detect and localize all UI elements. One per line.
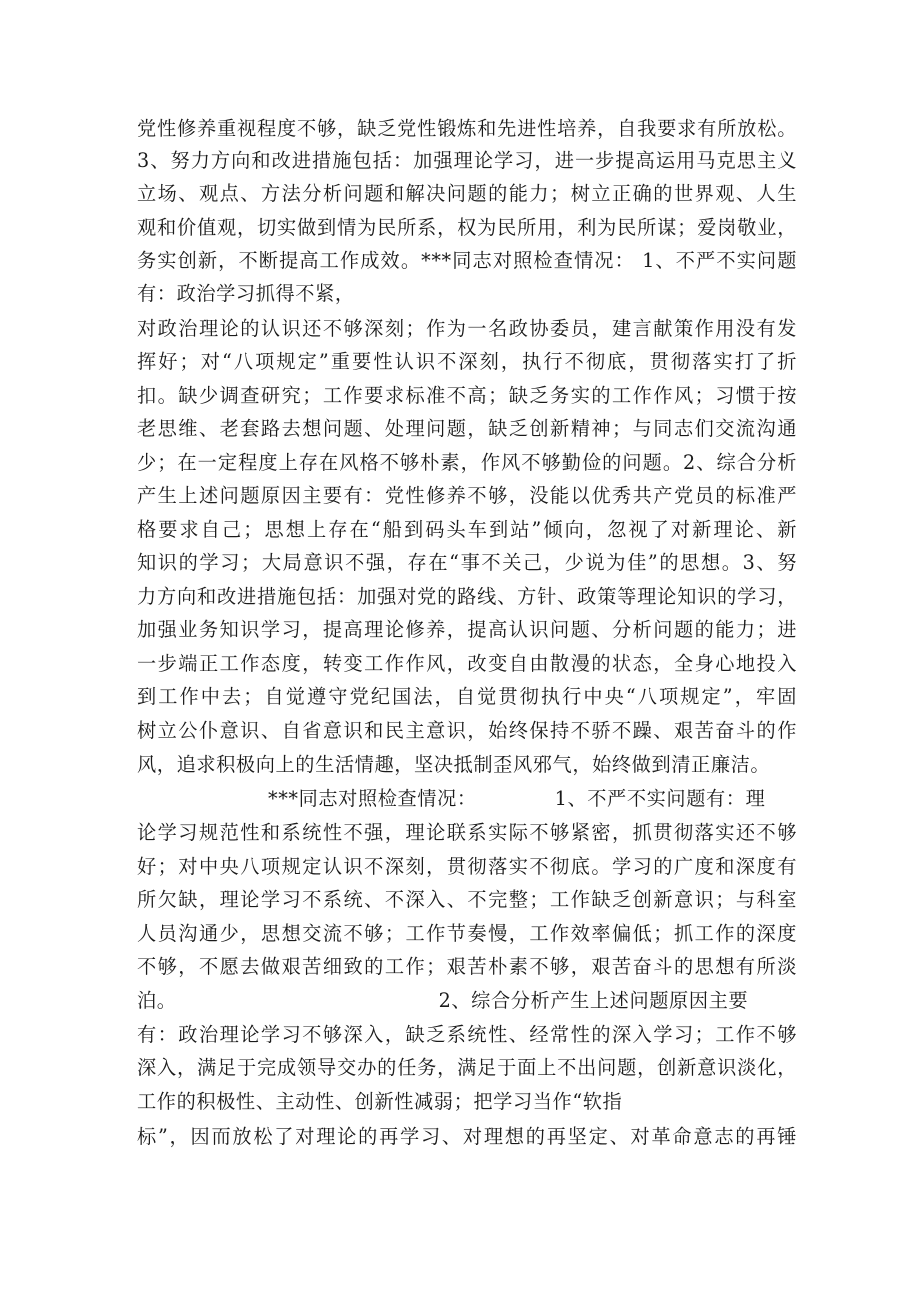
text-line: 标”，因而放松了对理论的再学习、对理想的再坚定、对革命意志的再锤 [137, 1125, 797, 1148]
text-line: 风，追求积极向上的生活情趣，坚决抵制歪风邪气，始终做到清正廉洁。 [137, 753, 771, 776]
text-line: 到工作中去；自觉遵守党纪国法，自觉贯彻执行中央“八项规定”，牢固 [137, 685, 797, 708]
text-line: 好；对中央八项规定认识不深刻，贯彻落实不彻底。学习的广度和深度有 [137, 855, 797, 878]
section-heading-right: 1、不严不实问题有：理 [554, 787, 766, 810]
text-line: 不够，不愿去做艰苦细致的工作；艰苦朴素不够，艰苦奋斗的思想有所淡 [137, 955, 797, 978]
text-line: 格要求自己；思想上存在“船到码头车到站”倾向，忽视了对新理论、新 [137, 518, 797, 541]
text-line: 一步端正工作态度，转变工作作风，改变自由散漫的状态，全身心地投入 [137, 652, 797, 675]
text-line: 党性修养重视程度不够，缺乏党性锻炼和先进性培养，自我要求有所放松。 [137, 117, 797, 140]
text-line: 观和价值观，切实做到情为民所系，权为民所用，利为民所谋；爱岗敬业， [137, 216, 797, 239]
text-line: 扣。缺少调查研究；工作要求标准不高；缺乏务实的工作作风；习惯于按 [137, 384, 797, 407]
text-line: 对政治理论的认识还不够深刻；作为一名政协委员，建言献策作用没有发 [137, 317, 797, 340]
section-heading-left: ***同志对照检查情况： [268, 787, 477, 810]
text-line: 务实创新，不断提高工作成效。***同志对照检查情况： 1、不严不实问题 [137, 249, 797, 272]
split-line-left: 泊。 [137, 989, 177, 1012]
text-line: 加强业务知识学习，提高理论修养，提高认识问题、分析问题的能力；进 [137, 618, 797, 641]
text-line: 立场、观点、方法分析问题和解决问题的能力；树立正确的世界观、人生 [137, 182, 797, 205]
text-line: 人员沟通少，思想交流不够；工作节奏慢，工作效率偏低；抓工作的深度 [137, 922, 797, 945]
text-line: 知识的学习；大局意识不强，存在“事不关己，少说为佳”的思想。3、努 [137, 551, 797, 574]
text-line: 工作的积极性、主动性、创新性减弱；把学习当作“软指 [137, 1090, 623, 1113]
text-line: 论学习规范性和系统性不强，理论联系实际不够紧密，抓贯彻落实还不够 [137, 821, 797, 844]
split-line-right: 2、综合分析产生上述问题原因主要 [438, 989, 749, 1012]
text-line: 力方向和改进措施包括：加强对党的路线、方针、政策等理论知识的学习， [137, 585, 797, 608]
text-line: 树立公仆意识、自省意识和民主意识，始终保持不骄不躁、艰苦奋斗的作 [137, 719, 797, 742]
text-line: 老思维、老套路去想问题、处理问题，缺乏创新精神；与同志们交流沟通 [137, 417, 797, 440]
split-line [137, 985, 797, 1017]
text-line: 深入，满足于完成领导交办的任务，满足于面上不出问题，创新意识淡化， [137, 1056, 797, 1079]
text-line: 有：政治理论学习不够深入，缺乏系统性、经常性的深入学习；工作不够 [137, 1023, 797, 1046]
text-line: 有：政治学习抓得不紧， [137, 282, 355, 305]
text-line: 少；在一定程度上存在风格不够朴素，作风不够勤俭的问题。2、综合分析 [137, 451, 797, 474]
section-heading [268, 783, 788, 815]
text-line: 产生上述问题原因主要有：党性修养不够，没能以优秀共产党员的标准严 [137, 484, 797, 507]
text-line: 挥好；对“八项规定”重要性认识不深刻，执行不彻底，贯彻落实打了折 [137, 350, 797, 373]
text-line: 3、努力方向和改进措施包括：加强理论学习，进一步提高运用马克思主义 [137, 149, 797, 172]
text-line: 所欠缺，理论学习不系统、不深入、不完整；工作缺乏创新意识；与科室 [137, 888, 797, 911]
